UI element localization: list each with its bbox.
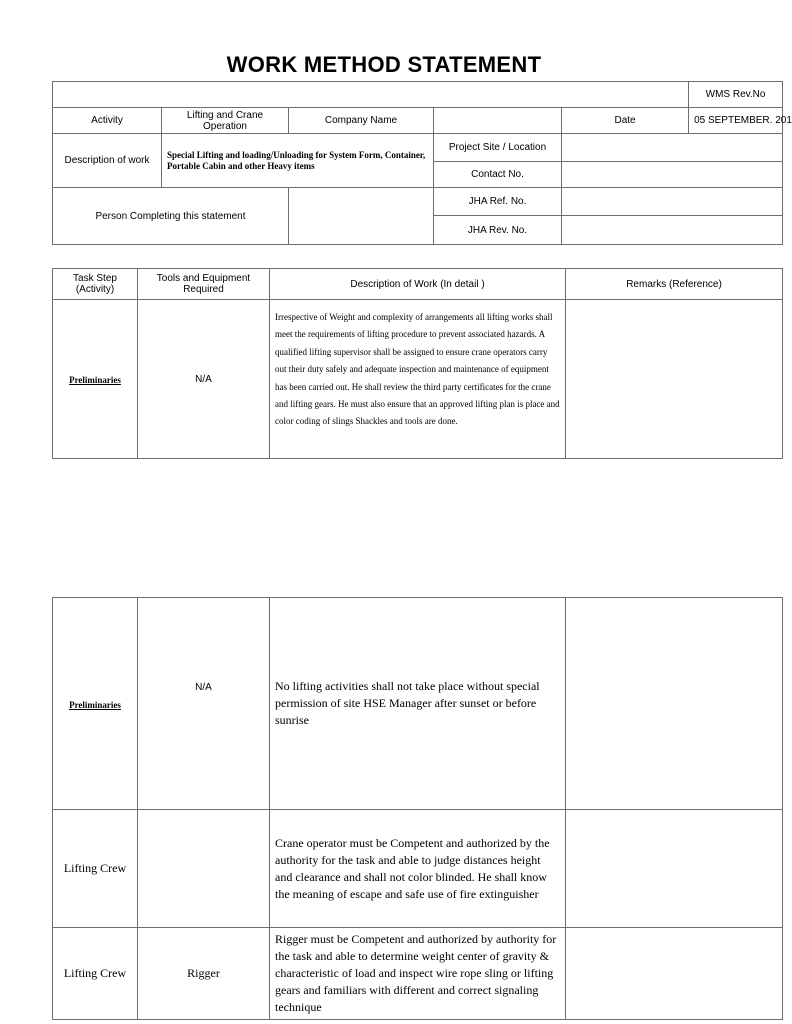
project-site-value[interactable] [562,134,783,162]
jha-ref-label: JHA Ref. No. [434,188,562,216]
blank-cell [53,82,689,108]
person-completing-label: Person Completing this statement [53,188,289,245]
jha-rev-value[interactable] [562,216,783,245]
task-step-cell [53,598,138,810]
remarks-cell[interactable] [566,928,783,1020]
task-table-continued [52,597,783,1020]
header-remarks: Remarks (Reference) [566,269,783,300]
jha-rev-label: JHA Rev. No. [434,216,562,245]
project-site-label: Project Site / Location [434,134,562,162]
activity-value: Lifting and Crane Operation [162,108,289,134]
task-step-text: Preliminaries [69,375,121,385]
jha-ref-value[interactable] [562,188,783,216]
task-table [52,268,783,459]
date-label: Date [562,108,689,134]
description-of-work-label: Description of work [53,134,162,188]
header-table [52,81,792,245]
tools-cell: Rigger [138,928,270,1020]
task-step-cell [53,300,138,459]
task-step-cell: Lifting Crew [53,928,138,1020]
header-task-step: Task Step (Activity) [53,269,138,300]
remarks-cell[interactable] [566,300,783,459]
tools-cell: N/A [138,300,270,459]
task-step-cell: Lifting Crew [53,810,138,928]
remarks-cell[interactable] [566,810,783,928]
tools-cell [138,810,270,928]
contact-no-label: Contact No. [434,162,562,188]
description-cell: No lifting activities shall not take place without special permission of site HSE Manager after sunset or before sunrise [270,598,566,810]
description-cell: Irrespective of Weight and complexity of arrangements all lifting works shall meet the requirements of lifting procedure to prevent associated hazards. A qualified lifting supervisor shall be assigned to ensure crane operators carry out their duty safely and adequate inspection and maintenance of equipment has been carried out. He shall review the third party certificates for the crane and lifting gears. He must also ensure that an approved lifting plan is place and color coding of slings Shackles and tools are done. [270,300,566,459]
person-completing-value[interactable] [289,188,434,245]
task-step-text: Preliminaries [69,699,121,710]
document-title: WORK METHOD STATEMENT [226,52,542,77]
date-value: 05 SEPTEMBER. 201 [689,108,783,134]
remarks-cell[interactable] [566,598,783,810]
activity-label: Activity [53,108,162,134]
description-cell: Rigger must be Competent and authorized by authority for the task and able to determine weight center of gravity & characteristic of load and inspect wire rope sling or lifting gears and familiars with different and correct signaling technique [270,928,566,1020]
wms-rev-label: WMS Rev.No [689,82,783,108]
description-of-work-value: Special Lifting and loading/Unloading for System Form, Container, Portable Cabin and other Heavy items [162,134,434,188]
header-description: Description of Work (In detail ) [270,269,566,300]
description-cell: Crane operator must be Competent and authorized by the authority for the task and able to judge distances height and clearance and shall not color blinded. He shall know the meaning of escape and safe use of fire extinguisher [270,810,566,928]
company-name-label: Company Name [289,108,434,134]
contact-no-value[interactable] [562,162,783,188]
company-name-value[interactable] [434,108,562,134]
tools-cell: N/A [138,598,270,810]
header-tools: Tools and Equipment Required [138,269,270,300]
